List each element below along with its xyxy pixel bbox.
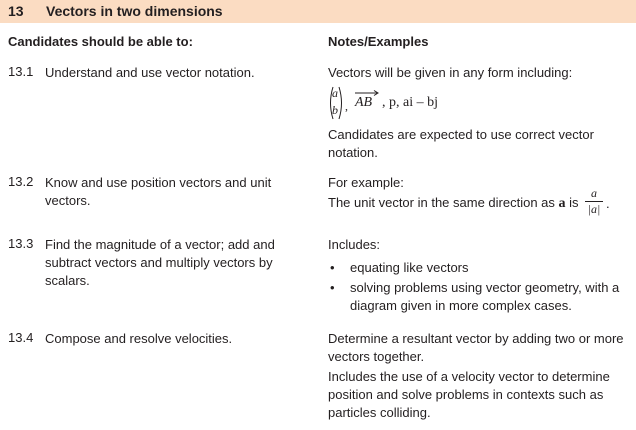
list-item: • solving problems using vector geometry, with a diagram given in more complex cases. [330,280,620,313]
includes-list [328,259,628,317]
column-heading-left: Candidates should be able to: [8,34,193,49]
unit-vector-note: The unit vector in the same direction as a is [328,195,579,211]
vector-forms-rest: , p, ai – bj [382,95,438,110]
vector-notation-examples: a b , AB , p, ai – bj [328,86,588,126]
note-text: Includes the use of a velocity vector to determine position and solve problems in contexts such as particles colliding. [328,369,610,420]
unit-vector-fraction: a |a| [585,187,603,216]
section-header [0,0,636,23]
item-number: 13.1 [8,64,34,79]
note-text: For example: [328,175,404,190]
item-number: 13.2 [8,174,34,189]
vector-ab: AB [355,95,373,110]
objective-text: Understand and use vector notation. [45,65,255,80]
note-text: Candidates are expected to use correct vector notation. [328,127,594,160]
column-vector-bottom: b [332,103,338,117]
section-title: Vectors in two dimensions [46,3,223,19]
column-heading-right: Notes/Examples [328,34,429,49]
note-text: Includes: [328,237,381,252]
objective-text: Know and use position vectors and unit vectors. [45,175,272,208]
item-number: 13.3 [8,236,34,251]
item-number: 13.4 [8,330,34,345]
objective-text: Compose and resolve velocities. [45,331,233,346]
list-item: • equating like vectors [330,260,469,275]
objective-text: Find the magnitude of a vector; add and subtract vectors and multiply vectors by scalars. [45,237,275,288]
note-text: Determine a resultant vector by adding two or more vectors together. [328,331,624,364]
column-vector-top: a [332,86,338,100]
note-text: Vectors will be given in any form including: [328,65,573,80]
section-number: 13 [8,3,24,19]
